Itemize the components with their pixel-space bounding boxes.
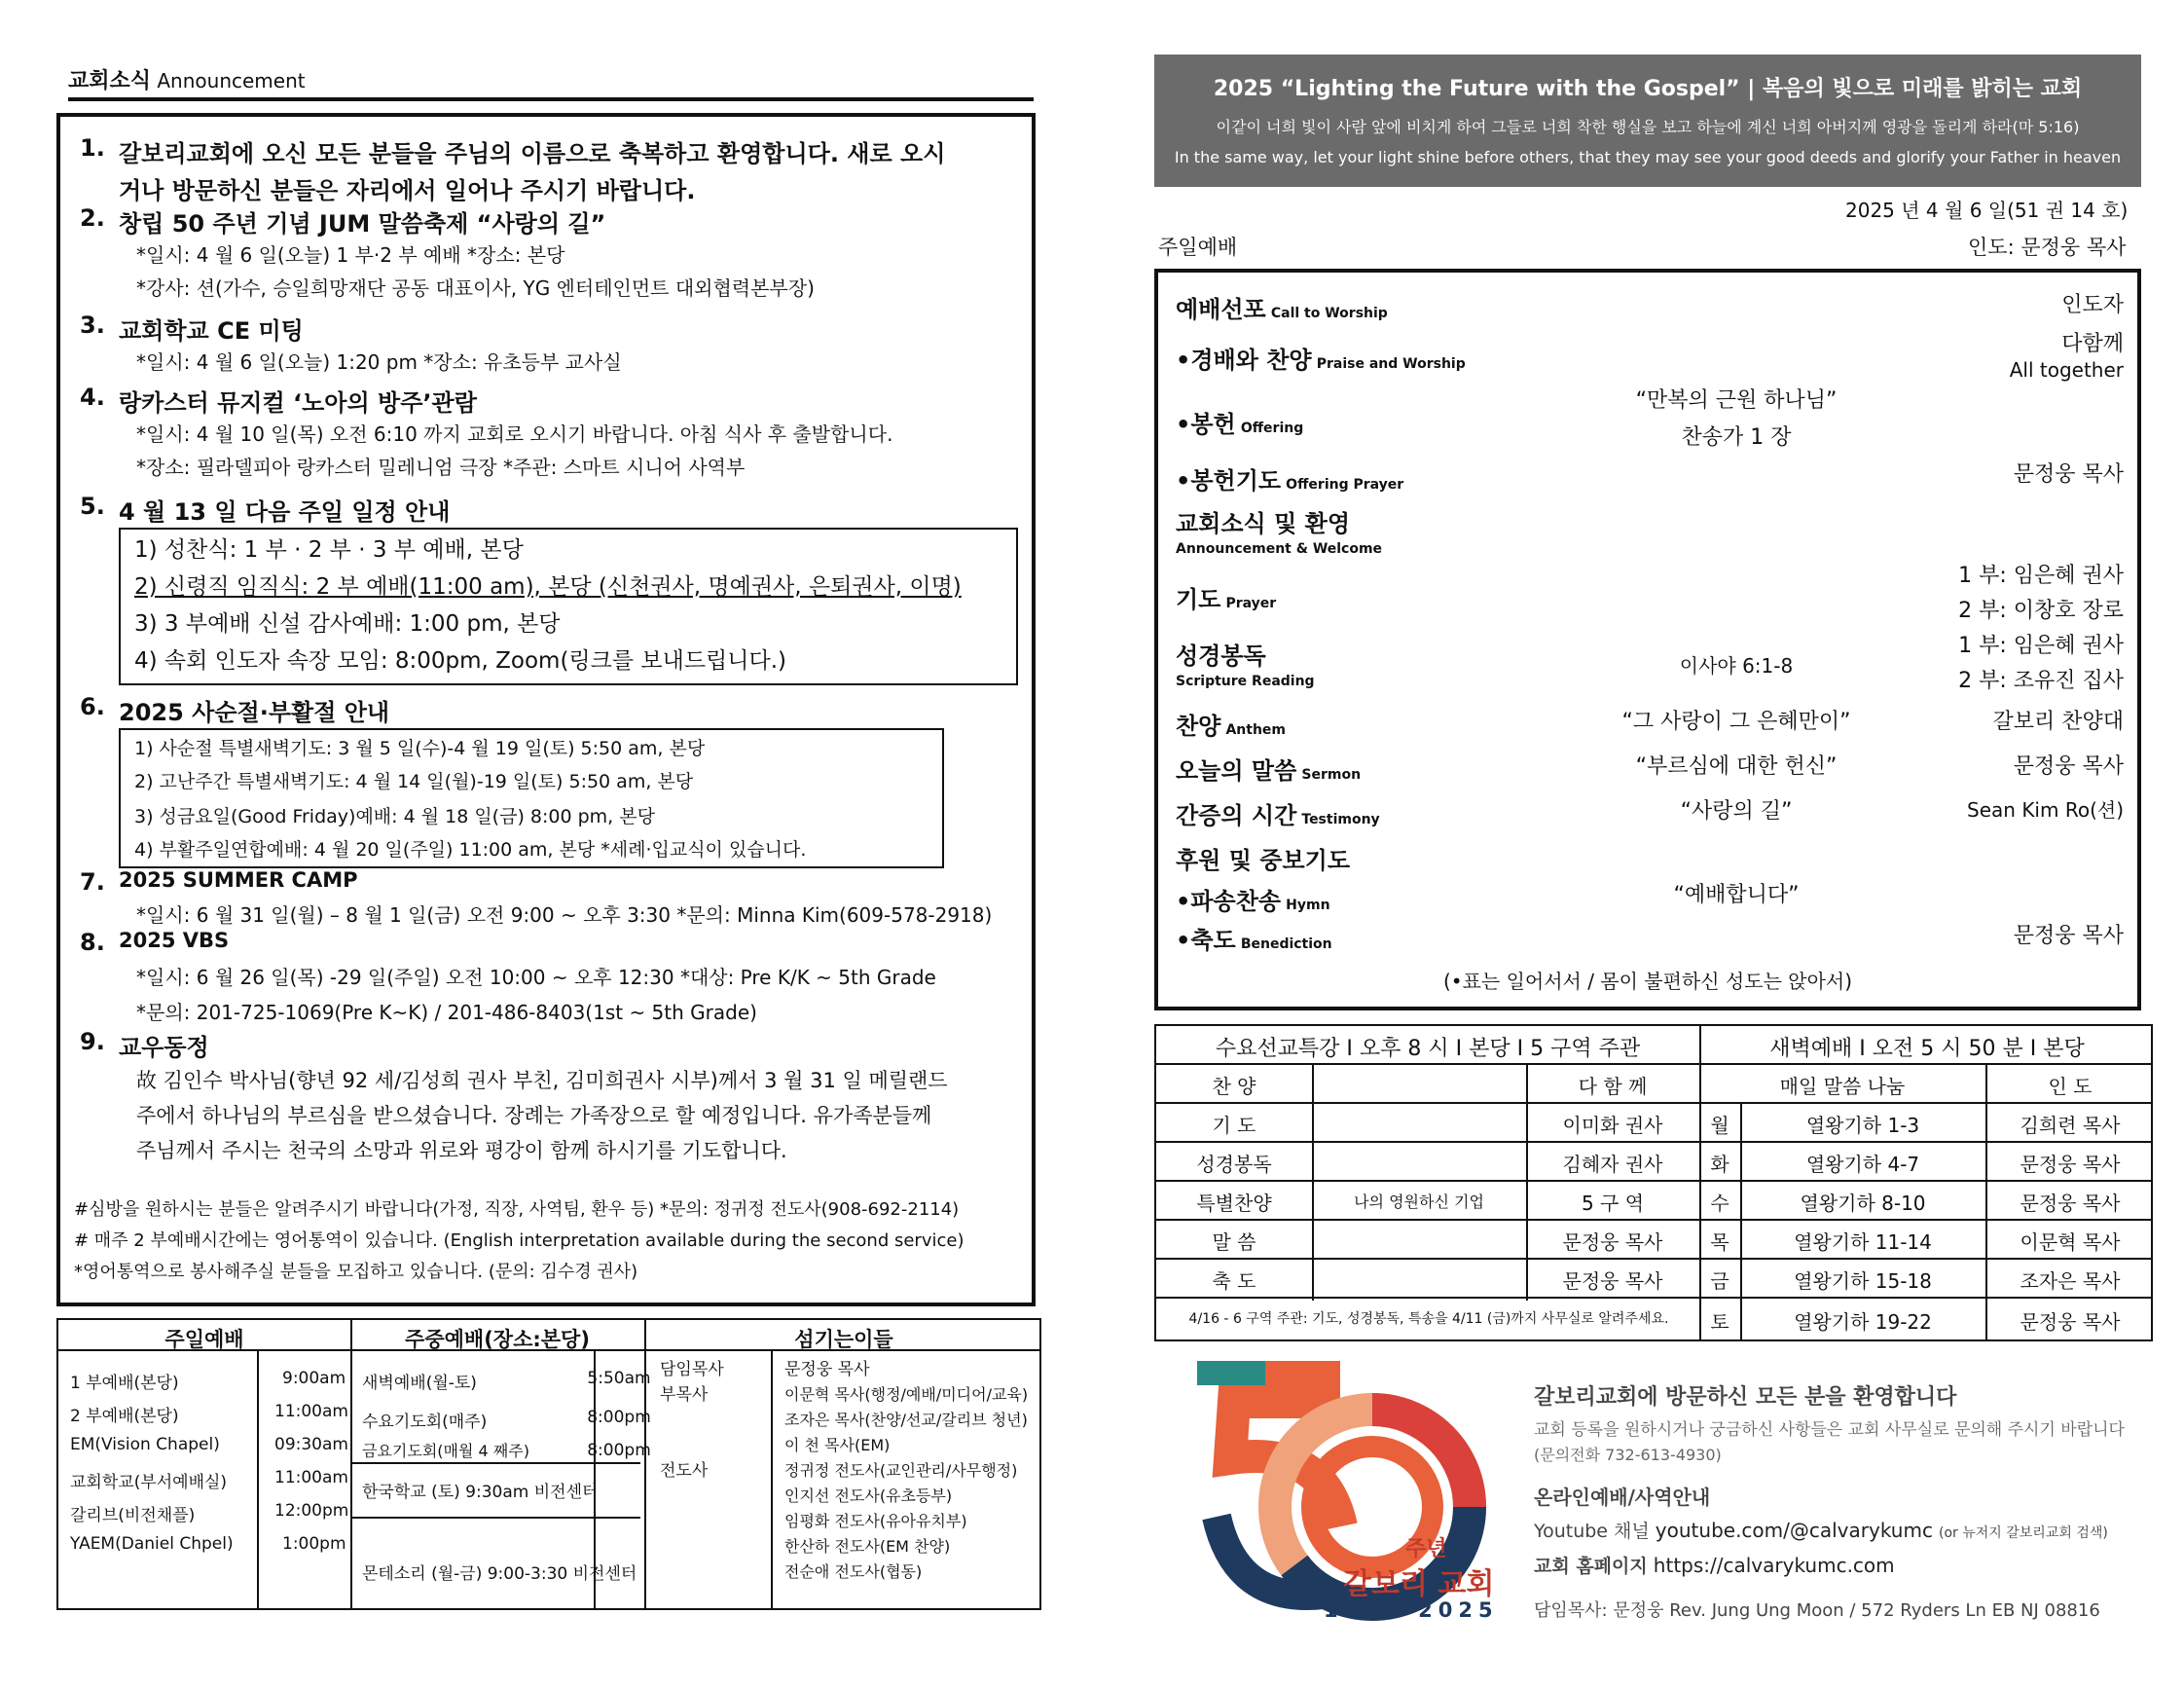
item-line: *일시: 4 월 6 일(오늘) 1:20 pm *장소: 유초등부 교사실 <box>136 350 622 374</box>
online-title: 온라인예배/사역안내 <box>1534 1486 1711 1509</box>
item-line: 주에서 하나님의 부르심을 받으셨습니다. 장례는 가족장으로 할 예정입니다. 유가족분들께 <box>136 1104 932 1127</box>
order-item-en: Offering Prayer <box>1286 477 1404 493</box>
item-number: 1. <box>80 134 105 162</box>
order-item-en: Anthem <box>1225 722 1287 738</box>
item-number: 7. <box>80 868 105 896</box>
wed-person: 다 함 께 <box>1578 1075 1648 1098</box>
item-line: *장소: 필라델피아 랑카스터 밀레니엄 극장 *주관: 스마트 시니어 사역부 <box>136 456 746 479</box>
pastor-address: 담임목사: 문정웅 Rev. Jung Ung Moon / 572 Ryders Ln EB NJ 08816 <box>1534 1600 2100 1621</box>
announcement-title-ko: 교회소식 <box>68 69 152 93</box>
wed-role: 축 도 <box>1212 1269 1256 1293</box>
wed-person: 5 구 역 <box>1581 1192 1645 1215</box>
sunday-service: EM(Vision Chapel) <box>70 1435 220 1454</box>
announcement-item <box>80 1028 1014 1164</box>
sunday-service: 2 부예배(본당) <box>70 1407 179 1426</box>
order-leader: 1 부: 임은혜 권사 <box>1958 634 2124 658</box>
item-line: *일시: 6 월 31 일(월) – 8 월 1 일(금) 오전 9:00 ~ 오후 3:30 *문의: Minna Kim(609-578-2918) <box>136 903 993 927</box>
item-title: 랑카스터 뮤지컬 ‘노아의 방주’관람 <box>119 389 477 417</box>
box-line: 3) 성금요일(Good Friday)예배: 4 월 18 일(금) 8:00 pm, 본당 <box>134 806 655 827</box>
item-number: 3. <box>80 312 105 339</box>
box-line: 2) 신령직 임직식: 2 부 예배(11:00 am), 본당 (신천권사, 명예권사, 은퇴권사, 이명) <box>134 574 962 600</box>
homepage-label: 교회 홈페이지 <box>1534 1556 1648 1577</box>
staff-name: 인지선 전도사(유초등부) <box>784 1486 953 1505</box>
order-detail: 이사야 6:1-8 <box>1679 654 1794 678</box>
dawn-day: 월 <box>1710 1114 1729 1137</box>
dawn-day: 금 <box>1710 1269 1729 1293</box>
staff-name: 조자은 목사(찬양/선교/갈리브 청년) <box>784 1411 1028 1429</box>
dawn-leader: 이문혁 목사 <box>2020 1230 2121 1254</box>
order-leader: 문정웅 목사 <box>2013 754 2124 779</box>
order-leader: Sean Kim Ro(션) <box>1967 798 2124 822</box>
order-item-en: Benediction <box>1240 936 1332 952</box>
dawn-leader: 문정웅 목사 <box>2020 1310 2121 1334</box>
order-detail: “그 사랑이 그 은혜만이” <box>1621 710 1851 734</box>
korean-school: 한국학교 (토) 9:30am 비전센터 <box>362 1483 599 1502</box>
order-item-en: Testimony <box>1301 812 1380 827</box>
banner-verse-en: In the same way, let your light shine before others, that they may see your good deeds and glorify your Father in heaven <box>1174 148 2122 166</box>
wed-person: 문정웅 목사 <box>1562 1230 1663 1254</box>
item-line: *일시: 4 월 10 일(목) 오전 6:10 까지 교회로 오시기 바랍니다. 아침 식사 후 출발합니다. <box>136 422 893 446</box>
item-text: 거나 방문하신 분들은 자리에서 일어나 주시기 바랍니다. <box>119 177 696 204</box>
order-footnote: (•표는 일어서서 / 몸이 불편하신 성도는 앉아서) <box>1442 970 1853 993</box>
order-item: •경배와 찬양 <box>1176 347 1312 374</box>
dawn-reading: 열왕기하 11-14 <box>1794 1230 1932 1254</box>
weekday-time: 5:50am <box>587 1369 651 1388</box>
order-item-en: Scripture Reading <box>1176 674 1315 689</box>
service-schedule-table <box>56 1318 1041 1610</box>
item-title: 2025 SUMMER CAMP <box>119 868 358 892</box>
announcement-item <box>80 134 1014 202</box>
wed-note: 4/16 - 6 구역 주관: 기도, 성경봉독, 특송을 4/11 (금)까지 사무실로 알려주세요. <box>1188 1311 1669 1327</box>
homepage-link[interactable]: https://calvarykumc.com <box>1653 1554 1895 1577</box>
staff-name: 이 천 목사(EM) <box>784 1436 891 1454</box>
announcement-box <box>56 113 1036 1306</box>
sunday-service: 교회학교(부서예배실) <box>70 1473 228 1492</box>
item-title: 교우동정 <box>119 1034 209 1061</box>
wed-person: 김혜자 권사 <box>1562 1153 1663 1176</box>
sunday-time: 09:30am <box>274 1435 348 1454</box>
sunday-service: 1 부예배(본당) <box>70 1374 179 1393</box>
note-line: #심방을 원하시는 분들은 알려주시기 바랍니다(가정, 직장, 사역팀, 환우 등) *문의: 정귀정 전도사(908-692-2114) <box>74 1199 960 1220</box>
wed-role: 성경봉독 <box>1196 1153 1272 1176</box>
item-line: *강사: 션(가수, 승일희망재단 공동 대표이사, YG 엔터테인먼트 대외협력본부장) <box>136 276 815 300</box>
dawn-header: 새벽예배 I 오전 5 시 50 분 I 본당 <box>1769 1037 2085 1061</box>
logo-years: 1975-2025 <box>1324 1598 1499 1622</box>
item-number: 2. <box>80 204 105 232</box>
item-line: 故 김인수 박사님(향년 92 세/김성희 권사 부친, 김미희권사 시부)께서 3 월 31 일 메릴랜드 <box>136 1069 948 1092</box>
register-text: 교회 등록을 원하시거나 궁금하신 사항들은 교회 사무실로 문의해 주시기 바랍니다 <box>1534 1420 2125 1440</box>
weekday-header: 주중예배(장소:본당) <box>405 1328 590 1351</box>
item-title: 창립 50 주년 기념 JUM 말씀축제 “사랑의 길” <box>119 210 606 238</box>
order-item-en: Announcement & Welcome <box>1176 541 1383 557</box>
weekday-service: 금요기도회(매월 4 째주) <box>362 1442 529 1460</box>
wed-person: 문정웅 목사 <box>1562 1269 1663 1293</box>
dawn-reading: 열왕기하 1-3 <box>1805 1114 1920 1137</box>
lent-easter-box <box>119 728 944 868</box>
sunday-service: 갈리브(비전채플) <box>70 1506 196 1525</box>
sunday-service: YAEM(Daniel Chpel) <box>70 1534 234 1554</box>
sunday-time: 9:00am <box>282 1369 346 1388</box>
youtube-label: Youtube 채널 <box>1534 1521 1650 1542</box>
order-item: •봉헌기도 <box>1176 467 1282 495</box>
dawn-day: 수 <box>1710 1192 1729 1215</box>
order-leader: 갈보리 찬양대 <box>1992 710 2124 734</box>
order-leader: 2 부: 조유진 집사 <box>1958 669 2124 693</box>
order-item: 찬양 <box>1176 713 1221 740</box>
order-item-en: Praise and Worship <box>1316 356 1466 372</box>
item-number: 5. <box>80 493 105 520</box>
order-leader: 인도자 <box>2061 293 2124 317</box>
bulletin-date: 2025 년 4 월 6 일(51 권 14 호) <box>1845 199 2129 222</box>
order-item: •축도 <box>1176 927 1236 954</box>
anniversary-logo <box>1178 1361 1509 1624</box>
banner-verse-ko: 이같이 너희 빛이 사람 앞에 비치게 하여 그들로 너희 착한 행실을 보고 하늘에 계신 너희 아버지께 영광을 돌리게 하라(마 5:16) <box>1216 118 2080 136</box>
item-text: 갈보리교회에 오신 모든 분들을 주님의 이름으로 축복하고 환영합니다. 새로 오시 <box>119 140 946 167</box>
youtube-link[interactable]: youtube.com/@calvarykumc <box>1655 1519 1933 1542</box>
staff-name: 임평화 전도사(유아유치부) <box>784 1512 967 1530</box>
announcement-item <box>80 204 1014 302</box>
order-item-en: Hymn <box>1286 898 1330 913</box>
order-leader: 문정웅 목사 <box>2013 924 2124 948</box>
dawn-subheader: 인 도 <box>2048 1075 2093 1098</box>
dawn-day: 목 <box>1710 1230 1729 1254</box>
order-item: •봉헌 <box>1176 411 1236 438</box>
dawn-subheader: 매일 말씀 나눔 <box>1779 1075 1906 1098</box>
item-line: *일시: 4 월 6 일(오늘) 1 부·2 부 예배 *장소: 본당 <box>136 243 565 267</box>
wednesday-header: 수요선교특강 I 오후 8 시 I 본당 I 5 구역 주관 <box>1215 1037 1641 1061</box>
sunday-header: 주일예배 <box>164 1328 244 1351</box>
service-leader: 인도: 문정웅 목사 <box>1968 236 2127 259</box>
order-item: 예배선포 <box>1176 296 1266 323</box>
staff-name: 문정웅 목사 <box>784 1360 870 1379</box>
sunday-time: 11:00am <box>274 1402 348 1421</box>
montessori: 몬테소리 (월-금) 9:00-3:30 비전센터 <box>362 1564 637 1584</box>
item-number: 9. <box>80 1028 105 1055</box>
dawn-reading: 열왕기하 4-7 <box>1805 1153 1920 1176</box>
wed-role: 특별찬양 <box>1196 1192 1272 1215</box>
order-item: 기도 <box>1176 586 1221 613</box>
item-number: 8. <box>80 929 105 956</box>
logo-church-name: 갈보리 교회 <box>1343 1567 1495 1601</box>
item-title: 2025 VBS <box>119 929 230 952</box>
order-detail: “예배합니다” <box>1673 883 1800 907</box>
announcement-header <box>68 64 1034 101</box>
weekday-time: 8:00pm <box>587 1441 651 1460</box>
item-line: *문의: 201-725-1069(Pre K~K) / 201-486-8403(1st ~ 5th Grade) <box>136 1001 757 1024</box>
office-phone: (문의전화 732-613-4930) <box>1534 1446 1722 1464</box>
weekday-service: 수요기도회(매주) <box>362 1413 488 1432</box>
staff-role: 전도사 <box>660 1461 709 1481</box>
youtube-line <box>1534 1517 2108 1543</box>
order-item: 성경봉독 <box>1176 642 1266 670</box>
box-line: 1) 성찬식: 1 부 · 2 부 · 3 부 예배, 본당 <box>134 537 524 563</box>
order-leader: 문정웅 목사 <box>2013 462 2124 487</box>
announcement-item <box>80 693 1014 868</box>
dawn-leader: 조자은 목사 <box>2020 1269 2121 1293</box>
announcement-item <box>80 312 1014 380</box>
sunday-time: 1:00pm <box>282 1534 346 1554</box>
order-item: 오늘의 말씀 <box>1176 757 1297 785</box>
dawn-leader: 문정웅 목사 <box>2020 1192 2121 1215</box>
staff-name: 정귀정 전도사(교인관리/사무행정) <box>784 1461 1018 1480</box>
next-sunday-box <box>119 528 1018 685</box>
staff-name: 이문혁 목사(행정/예배/미디어/교육) <box>784 1385 1029 1404</box>
announcement-item <box>80 868 1014 931</box>
wed-role: 말 씀 <box>1212 1230 1256 1254</box>
order-item: 간증의 시간 <box>1176 802 1297 829</box>
order-item: 교회소식 및 환영 <box>1176 510 1350 537</box>
announcement-item <box>80 384 1014 481</box>
sunday-time: 12:00pm <box>274 1501 349 1521</box>
order-item-en: Prayer <box>1225 596 1277 611</box>
order-detail: 찬송가 1 장 <box>1681 425 1792 450</box>
box-line: 2) 고난주간 특별새벽기도: 4 월 14 일(월)-19 일(토) 5:50 am, 본당 <box>134 771 694 792</box>
item-number: 4. <box>80 384 105 411</box>
staff-role: 담임목사 <box>660 1360 724 1379</box>
dawn-reading: 열왕기하 15-18 <box>1794 1269 1932 1293</box>
staff-role: 부목사 <box>660 1385 709 1405</box>
order-item-en: Offering <box>1240 421 1304 436</box>
banner-title: 2025 “Lighting the Future with the Gospel” | 복음의 빛으로 미래를 밝히는 교회 <box>1213 77 2083 101</box>
weekly-schedule-table <box>1154 1024 2153 1341</box>
wed-person: 이미화 권사 <box>1562 1114 1663 1137</box>
staff-name: 전순애 전도사(협동) <box>784 1562 923 1581</box>
announcement-title-en: Announcement <box>157 69 306 92</box>
dawn-reading: 열왕기하 8-10 <box>1800 1192 1926 1215</box>
announcement-item <box>80 493 1014 687</box>
item-line: *일시: 6 월 26 일(목) -29 일(주일) 오전 10:00 ~ 오후 12:30 *대상: Pre K/K ~ 5th Grade <box>136 966 936 989</box>
order-leader: 1 부: 임은혜 권사 <box>1958 564 2124 588</box>
weekday-time: 8:00pm <box>587 1408 651 1427</box>
order-item-en: Sermon <box>1301 767 1362 783</box>
staff-name: 한산하 전도사(EM 찬양) <box>784 1537 951 1556</box>
dawn-leader: 김희련 목사 <box>2020 1114 2121 1137</box>
order-item-en: Call to Worship <box>1270 306 1388 321</box>
order-leader: All together <box>2009 358 2124 382</box>
item-title: 교회학교 CE 미팅 <box>119 317 304 345</box>
order-leader: 2 부: 이창호 장로 <box>1958 599 2124 623</box>
sunday-time: 11:00am <box>274 1468 348 1487</box>
staff-header: 섬기는이들 <box>794 1328 893 1351</box>
order-leader: 다함께 <box>2061 332 2124 356</box>
item-title: 2025 사순절·부활절 안내 <box>119 699 390 726</box>
box-line: 1) 사순절 특별새벽기도: 3 월 5 일(수)-4 월 19 일(토) 5:50 am, 본당 <box>134 738 706 759</box>
homepage-line <box>1534 1552 1895 1578</box>
order-item: •파송찬송 <box>1176 888 1282 915</box>
item-line: 주님께서 주시는 천국의 소망과 위로와 평강이 함께 하시기를 기도합니다. <box>136 1139 787 1162</box>
theme-banner <box>1154 55 2141 187</box>
welcome-text: 갈보리교회에 방문하신 모든 분을 환영합니다 <box>1534 1385 1957 1410</box>
note-line: *영어통역으로 봉사해주실 분들을 모집하고 있습니다. (문의: 김수경 권사) <box>74 1262 638 1282</box>
wed-role: 기 도 <box>1212 1114 1256 1137</box>
order-of-worship <box>1154 269 2141 1010</box>
weekday-service: 새벽예배(월-토) <box>362 1374 477 1393</box>
announcement-item <box>80 929 1014 1026</box>
box-line: 3) 3 부예배 신설 감사예배: 1:00 pm, 본당 <box>134 611 561 637</box>
dawn-day: 토 <box>1710 1310 1729 1334</box>
dawn-day: 화 <box>1710 1153 1729 1176</box>
service-label: 주일예배 <box>1158 236 1238 259</box>
wed-detail: 나의 영원하신 기업 <box>1354 1193 1484 1211</box>
item-title: 4 월 13 일 다음 주일 일정 안내 <box>119 498 451 526</box>
logo-jubilee: 주년 <box>1405 1537 1447 1561</box>
dawn-leader: 문정웅 목사 <box>2020 1153 2121 1176</box>
order-detail: “사랑의 길” <box>1680 799 1793 824</box>
order-detail: “만복의 근원 하나님” <box>1635 388 1838 413</box>
box-line: 4) 부활주일연합예배: 4 월 20 일(주일) 11:00 am, 본당 *세례·입교식이 있습니다. <box>134 839 807 861</box>
order-detail: “부르심에 대한 헌신” <box>1635 754 1838 779</box>
box-line: 4) 속회 인도자 속장 모임: 8:00pm, Zoom(링크를 보내드립니다.) <box>134 648 786 674</box>
dawn-reading: 열왕기하 19-22 <box>1794 1310 1932 1334</box>
youtube-note: (or 뉴저지 갈보리교회 검색) <box>1939 1525 2108 1541</box>
item-number: 6. <box>80 693 105 720</box>
order-item: 후원 및 중보기도 <box>1176 847 1350 874</box>
wed-role: 찬 양 <box>1212 1075 1256 1098</box>
note-line: # 매주 2 부예배시간에는 영어통역이 있습니다. (English interpretation available during the second service) <box>74 1230 965 1251</box>
